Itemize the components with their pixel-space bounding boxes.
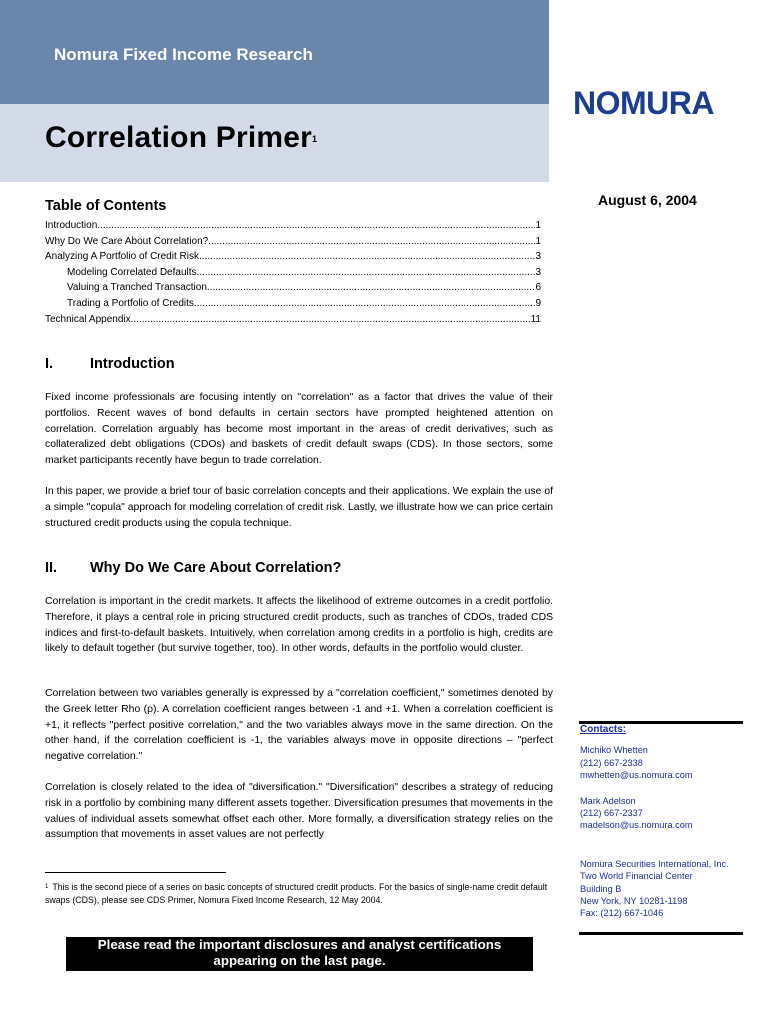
firm-name: Nomura Securities International, Inc.: [580, 858, 729, 869]
footnote-mark: 1: [45, 884, 49, 890]
section-heading: [45, 356, 175, 372]
paragraph: In this paper, we provide a brief tour of basic correlation concepts and their applications. We explain the use of a simple "copula" approach for modeling correlation of credit risk. Lastly, we illustrate how we can price certain structured credit products using the copula technique.: [45, 486, 553, 529]
document-title: [45, 121, 317, 155]
section-title: Why Do We Care About Correlation?: [90, 560, 342, 576]
toc-item-page: 11: [530, 313, 541, 325]
paragraph: Correlation between two variables generally is expressed by a "correlation coefficient," sometimes denoted by the Greek letter Rho (ρ). A correlation coefficient ranges between -1 and +1. When a correlation coefficient is +1, it reflects "perfect positive correlation," and the two variables always move in the same direction. On the other hand, if the correlation coefficient is -1, the variables always move in opposite directions – "perfect negative correlation.": [45, 688, 553, 762]
toc-item[interactable]: [45, 218, 541, 234]
toc-item[interactable]: [45, 312, 541, 328]
toc-item-label: Valuing a Tranched Transaction: [67, 282, 207, 294]
footnote: [45, 881, 553, 907]
toc-item[interactable]: [45, 234, 541, 250]
publication-date: August 6, 2004: [598, 192, 697, 208]
toc-item-label: Technical Appendix: [45, 313, 131, 325]
section-heading: [45, 560, 341, 576]
firm-address-1: Two World Financial Center: [580, 871, 693, 882]
toc-item-page: 9: [535, 297, 541, 309]
contact-phone: (212) 667-2338: [580, 757, 643, 768]
title-text: Correlation Primer: [45, 121, 313, 154]
title-footnote-mark: 1: [312, 134, 318, 144]
toc-item-label: Introduction: [45, 220, 98, 231]
toc-item[interactable]: [45, 265, 541, 281]
contact-name: Mark Adelson: [580, 795, 636, 806]
contact-email[interactable]: mwhetten@us.nomura.com: [580, 770, 693, 781]
footnote-text: This is the second piece of a series on basic concepts of structured credit products. For the basics of single-name credit default swaps (CDS), please see CDS Primer, Nomura Fixed Income Research, 12 May 2004.: [45, 882, 548, 905]
section-number: I.: [45, 356, 54, 372]
toc-leader: [194, 296, 536, 312]
contact-phone: (212) 667-2337: [580, 808, 643, 819]
table-of-contents: [45, 218, 541, 327]
toc-item-page: 1: [535, 220, 541, 231]
toc-leader: [208, 234, 535, 250]
section-number: II.: [45, 560, 58, 576]
contacts-bottom-rule: [579, 932, 743, 935]
paragraph: Correlation is closely related to the idea of "diversification." "Diversification" describes a strategy of reducing risk in a portfolio by combining many different assets together. Diversification presumes that movements in the values of individual assets somewhat offset each other. More formally, a diversification strategy relies on the assumption that movements in asset values are not perfectly: [45, 782, 553, 841]
toc-title: Table of Contents: [45, 198, 167, 214]
toc-item-page: 1: [535, 235, 541, 247]
toc-leader: [199, 249, 535, 265]
toc-item[interactable]: [45, 296, 541, 312]
toc-item-label: Why Do We Care About Correlation?: [45, 235, 209, 247]
toc-item-label: Analyzing A Portfolio of Credit Risk: [45, 251, 199, 263]
research-label: Nomura Fixed Income Research: [54, 45, 313, 64]
toc-item[interactable]: [45, 249, 541, 265]
disclosure-line-1: Please read the important disclosures and analyst certifications: [97, 937, 502, 952]
toc-leader: [207, 280, 536, 296]
section-title: Introduction: [90, 356, 175, 372]
footnote-divider: [45, 872, 226, 873]
toc-item-page: 3: [535, 251, 541, 263]
contacts-block: [580, 724, 755, 920]
paragraph: Fixed income professionals are focusing intently on "correlation" as a factor that drives the value of their portfolios. Recent waves of bond defaults in certain sectors have prompted heightened attention on correlation. Correlation arguably has become most important in the areas of credit derivatives, such as collateralized debt obligations (CDOs) and baskets of credit default swaps (CDS). In those sectors, some market participants recently have begun to trade correlation.: [45, 392, 553, 466]
nomura-logo: [573, 78, 733, 128]
toc-item-label: Modeling Correlated Defaults: [67, 266, 197, 278]
disclosure-box: [66, 937, 533, 971]
contact-name: Michiko Whetten: [580, 745, 648, 756]
logo-text: NOMURA: [573, 85, 714, 121]
toc-item-label: Trading a Portfolio of Credits: [67, 297, 194, 309]
toc-item-page: 6: [535, 282, 541, 294]
toc-leader: [197, 265, 536, 281]
contacts-heading: Contacts:: [580, 724, 627, 735]
toc-leader: [131, 312, 531, 328]
toc-leader: [97, 218, 535, 234]
firm-city: New York, NY 10281-1198: [580, 896, 688, 907]
paragraph: Correlation is important in the credit markets. It affects the likelihood of extreme outcomes in a credit portfolio. Therefore, it plays a central role in pricing structured credit products, such as tranches of CDOs, traded CDS indices and first-to-default baskets. Intuitively, when correlation among credits in a portfolio is high, credits are likely to default together (but survive together, too). In other words, defaults in the portfolio would cluster.: [45, 596, 553, 655]
disclosure-line-2: appearing on the last page.: [213, 953, 386, 968]
toc-item[interactable]: [45, 280, 541, 296]
toc-item-page: 3: [535, 266, 541, 278]
firm-address-2: Building B: [580, 883, 622, 894]
firm-fax: Fax: (212) 667-1046: [580, 908, 664, 919]
contact-email[interactable]: madelson@us.nomura.com: [580, 820, 693, 831]
